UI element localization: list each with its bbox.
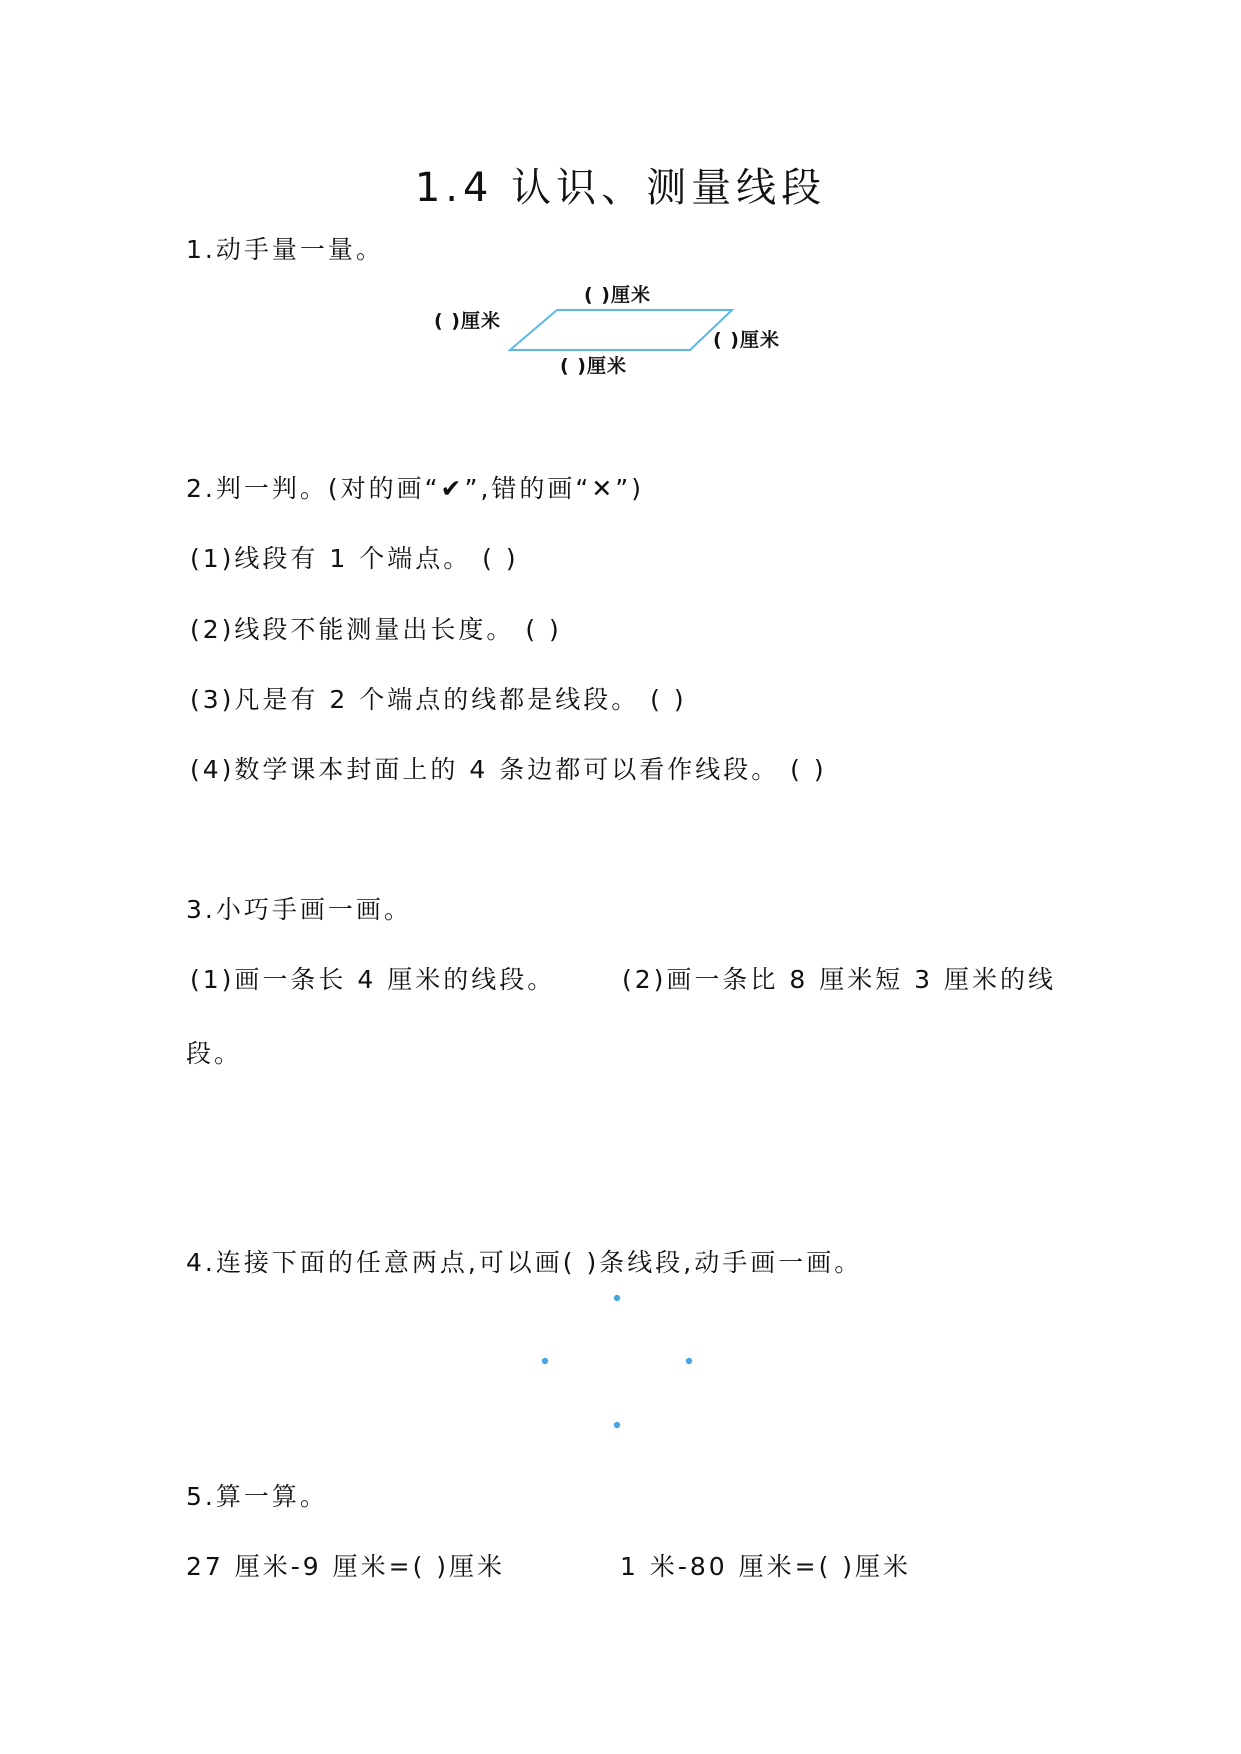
q2-item-1: (1)线段有 1 个端点。 ( ) bbox=[190, 544, 519, 573]
q1-heading: 1.动手量一量。 bbox=[186, 235, 384, 264]
q2-item-3: (3)凡是有 2 个端点的线都是线段。 ( ) bbox=[190, 685, 687, 714]
q3-item-2: (2)画一条比 8 厘米短 3 厘米的线 bbox=[622, 965, 1057, 994]
dot-right bbox=[686, 1358, 692, 1364]
q2-item-2: (2)线段不能测量出长度。 ( ) bbox=[190, 615, 562, 644]
page-title: 1.4 认识、测量线段 bbox=[414, 165, 827, 211]
right-side-label: ( )厘米 bbox=[713, 329, 780, 351]
q2-heading: 2.判一判。(对的画“✔”,错的画“✕”) bbox=[186, 474, 645, 503]
q2-item-4: (4)数学课本封面上的 4 条边都可以看作线段。 ( ) bbox=[190, 755, 827, 784]
top-side-label: ( )厘米 bbox=[584, 284, 651, 306]
q5-expression-1: 27 厘米-9 厘米=( )厘米 bbox=[186, 1552, 506, 1581]
bottom-side-label: ( )厘米 bbox=[560, 355, 627, 377]
parallelogram-shape bbox=[510, 310, 732, 350]
q3-heading: 3.小巧手画一画。 bbox=[186, 895, 412, 924]
q3-item-1: (1)画一条长 4 厘米的线段。 bbox=[190, 965, 556, 994]
dot-left bbox=[542, 1358, 548, 1364]
q5-expression-2: 1 米-80 厘米=( )厘米 bbox=[620, 1552, 912, 1581]
q4-heading: 4.连接下面的任意两点,可以画( )条线段,动手画一画。 bbox=[186, 1248, 863, 1277]
dot-top bbox=[614, 1295, 620, 1301]
q5-heading: 5.算一算。 bbox=[186, 1482, 328, 1511]
left-side-label: ( )厘米 bbox=[434, 310, 501, 332]
dot-bottom bbox=[614, 1422, 620, 1428]
q3-item-2-continued: 段。 bbox=[186, 1039, 243, 1068]
